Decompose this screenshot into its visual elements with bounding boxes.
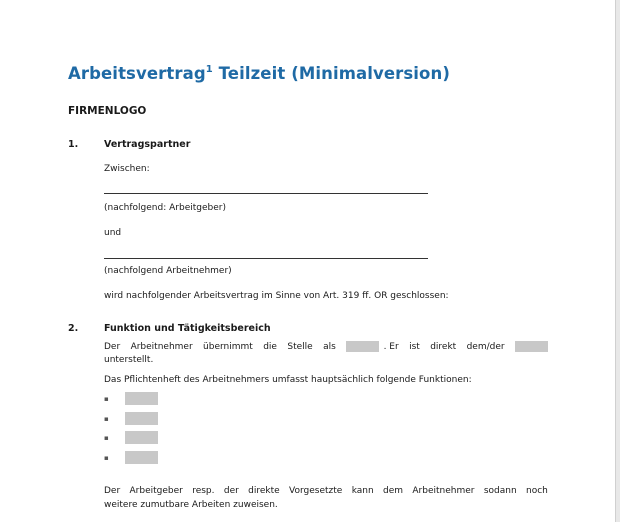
employer-signature-line[interactable] [104, 193, 428, 194]
duty-field-2[interactable] [125, 412, 158, 425]
document-title: Arbeitsvertrag$^1$ Teilzeit (Minimalversion) [68, 63, 450, 83]
supervisor-field[interactable] [515, 341, 548, 352]
section-2-heading: Funktion und Tätigkeitsbereich [104, 323, 271, 334]
duty-field-3[interactable] [125, 431, 158, 444]
duty-field-4[interactable] [125, 451, 158, 464]
additional-duties-sentence: Der Arbeitgeber resp. der direkte Vorgesetzte kann dem Arbeitnehmer sodann noch [104, 486, 548, 496]
position-sentence: Der Arbeitnehmer übernimmt die Stelle als . Er ist direkt dem/der [104, 341, 548, 352]
contract-basis-text: wird nachfolgender Arbeitsvertrag im Sinne von Art. 319 ff. OR geschlossen: [104, 291, 449, 301]
page-edge [615, 0, 620, 522]
employee-signature-line[interactable] [104, 258, 428, 259]
and-label: und [104, 228, 122, 238]
duties-intro: Das Pflichtenheft des Arbeitnehmers umfasst hauptsächlich folgende Funktionen: [104, 375, 472, 385]
bullet-marker: ▪ [104, 434, 109, 442]
section-1-number: 1. [68, 139, 79, 150]
footnote-marker: 1 [205, 63, 213, 75]
employer-note: (nachfolgend: Arbeitgeber) [104, 203, 226, 213]
position-field[interactable] [346, 341, 379, 352]
company-logo-placeholder: FIRMENLOGO [68, 105, 147, 117]
employee-note: (nachfolgend Arbeitnehmer) [104, 266, 232, 276]
duty-field-1[interactable] [125, 392, 158, 405]
additional-duties-end: weitere zumutbare Arbeiten zuweisen. [104, 500, 278, 510]
position-sentence-end: unterstellt. [104, 355, 154, 365]
between-label: Zwischen: [104, 164, 150, 174]
section-2-number: 2. [68, 323, 79, 334]
bullet-marker: ▪ [104, 454, 109, 462]
section-1-heading: Vertragspartner [104, 139, 191, 150]
bullet-marker: ▪ [104, 395, 109, 403]
bullet-marker: ▪ [104, 415, 109, 423]
